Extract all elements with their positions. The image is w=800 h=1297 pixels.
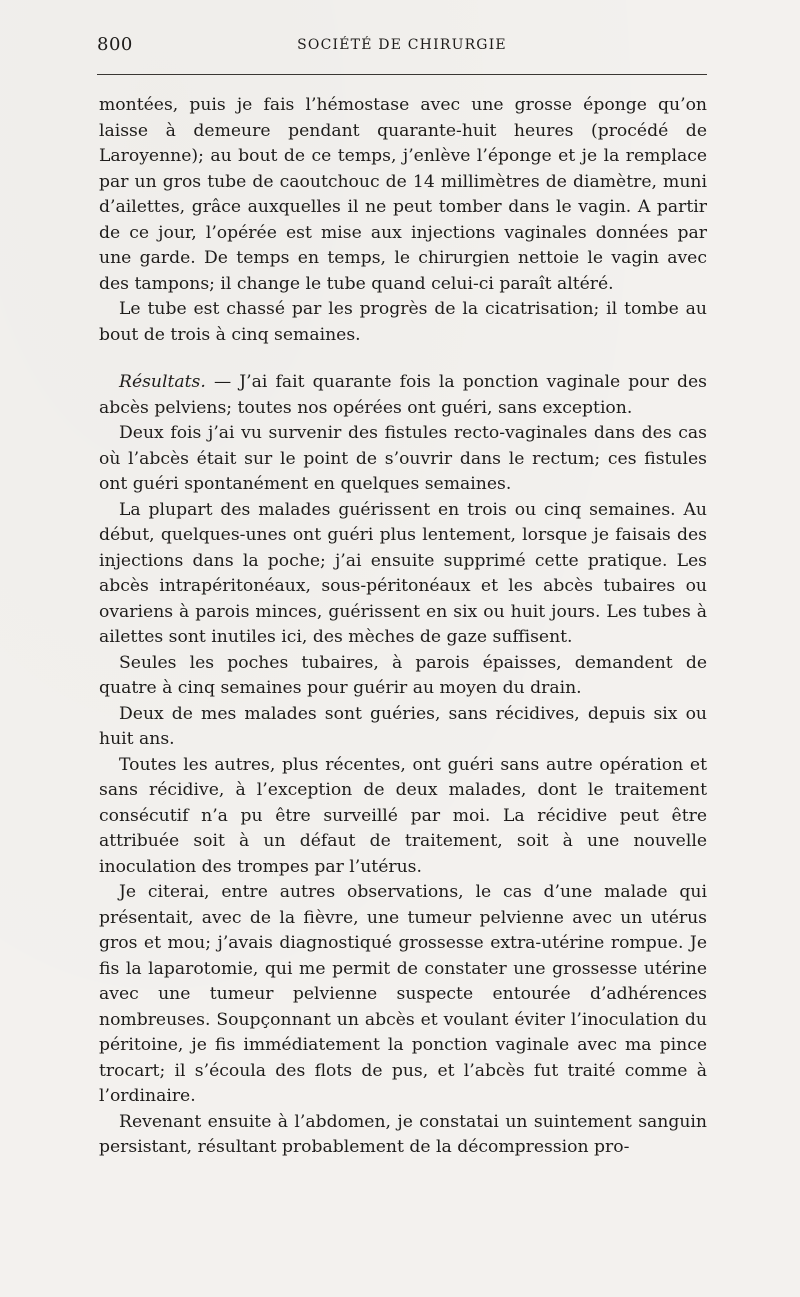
paragraph-others: Toutes les autres, plus récentes, ont guéri sans autre opération et sans récidive, à l’exception de deux malades, dont le traitement consécutif n’a pu être surveillé par moi. La récidive peut être attribuée soit à un défaut de traitement, soit à une nouvelle inoculation des trompes par l’utérus.	[99, 754, 707, 877]
paragraph-fistulas: Deux fois j’ai vu survenir des fistules recto-vaginales dans des cas où l’abcès était sur le point de s’ouvrir dans le rectum; ces fistules ont guéri spontanément en quelques semaines.	[99, 423, 707, 494]
paragraph-tube: Le tube est chassé par les progrès de la cicatrisation; il tombe au bout de trois à cinq semaines.	[99, 299, 707, 345]
running-title: SOCIÉTÉ DE CHIRURGIE	[297, 37, 507, 53]
results-heading: Résultats.	[119, 372, 206, 392]
page-header	[97, 34, 707, 60]
page-number: 800	[97, 34, 133, 55]
paragraph-results	[99, 370, 707, 421]
header-rule	[97, 74, 707, 75]
paragraph-no-recurrence: Deux de mes malades sont guéries, sans récidives, depuis six ou huit ans.	[99, 703, 707, 749]
results-text: — J’ai fait quarante fois la ponction vaginale pour des abcès pelviens; toutes nos opérées ont guéri, sans exception.	[99, 372, 707, 418]
paragraph-healing: La plupart des malades guérissent en trois ou cinq semaines. Au début, quelques-unes ont guéri plus lentement, lorsque je faisais des injections dans la poche; j’ai ensuite supprimé cette pratique. Les abcès intrapéritonéaux, sous-péritonéaux et les abcès tubaires ou ovariens à parois minces, guérissent en six ou huit jours. Les tubes à ailettes sont inutiles ici, des mèches de gaze suffisent.	[99, 499, 707, 647]
paragraph-tubal-pockets: Seules les poches tubaires, à parois épaisses, demandent de quatre à cinq semaines pour guérir au moyen du drain.	[99, 652, 707, 698]
paragraph-case: Je citerai, entre autres observations, le cas d’une malade qui présentait, avec de la fièvre, une tumeur pelvienne avec un utérus gros et mou; j’avais diagnostiqué grossesse extra-utérine rompue. Je fis la laparotomie, qui me permit de constater une grossesse utérine avec une tumeur pelvienne suspecte entourée d’adhérences nombreuses. Soupçonnant un abcès et voulant éviter l’inoculation du péritoine, je fis immédiatement la ponction vaginale avec ma pince trocart; il s’écoula des flots de pus, et l’abcès fut traité comme à l’ordinaire.	[99, 882, 707, 1106]
paragraph-continued: montées, puis je fais l’hémostase avec une grosse éponge qu’on laisse à demeure pendant quarante-huit heures (procédé de Laroyenne); au bout de ce temps, j’enlève l’éponge et je la remplace par un gros tube de caoutchouc de 14 millimètres de diamètre, muni d’ailettes, grâce auxquelles il ne peut tomber dans le vagin. A partir de ce jour, l’opérée est mise aux injections vaginales données par une garde. De temps en temps, le chirurgien nettoie le vagin avec des tampons; il change le tube quand celui-ci paraît altéré.	[99, 95, 707, 294]
paragraph-abdomen: Revenant ensuite à l’abdomen, je constatai un suintement sanguin persistant, résultant probablement de la décompression pro-	[99, 1111, 707, 1157]
body-text	[99, 93, 707, 1161]
